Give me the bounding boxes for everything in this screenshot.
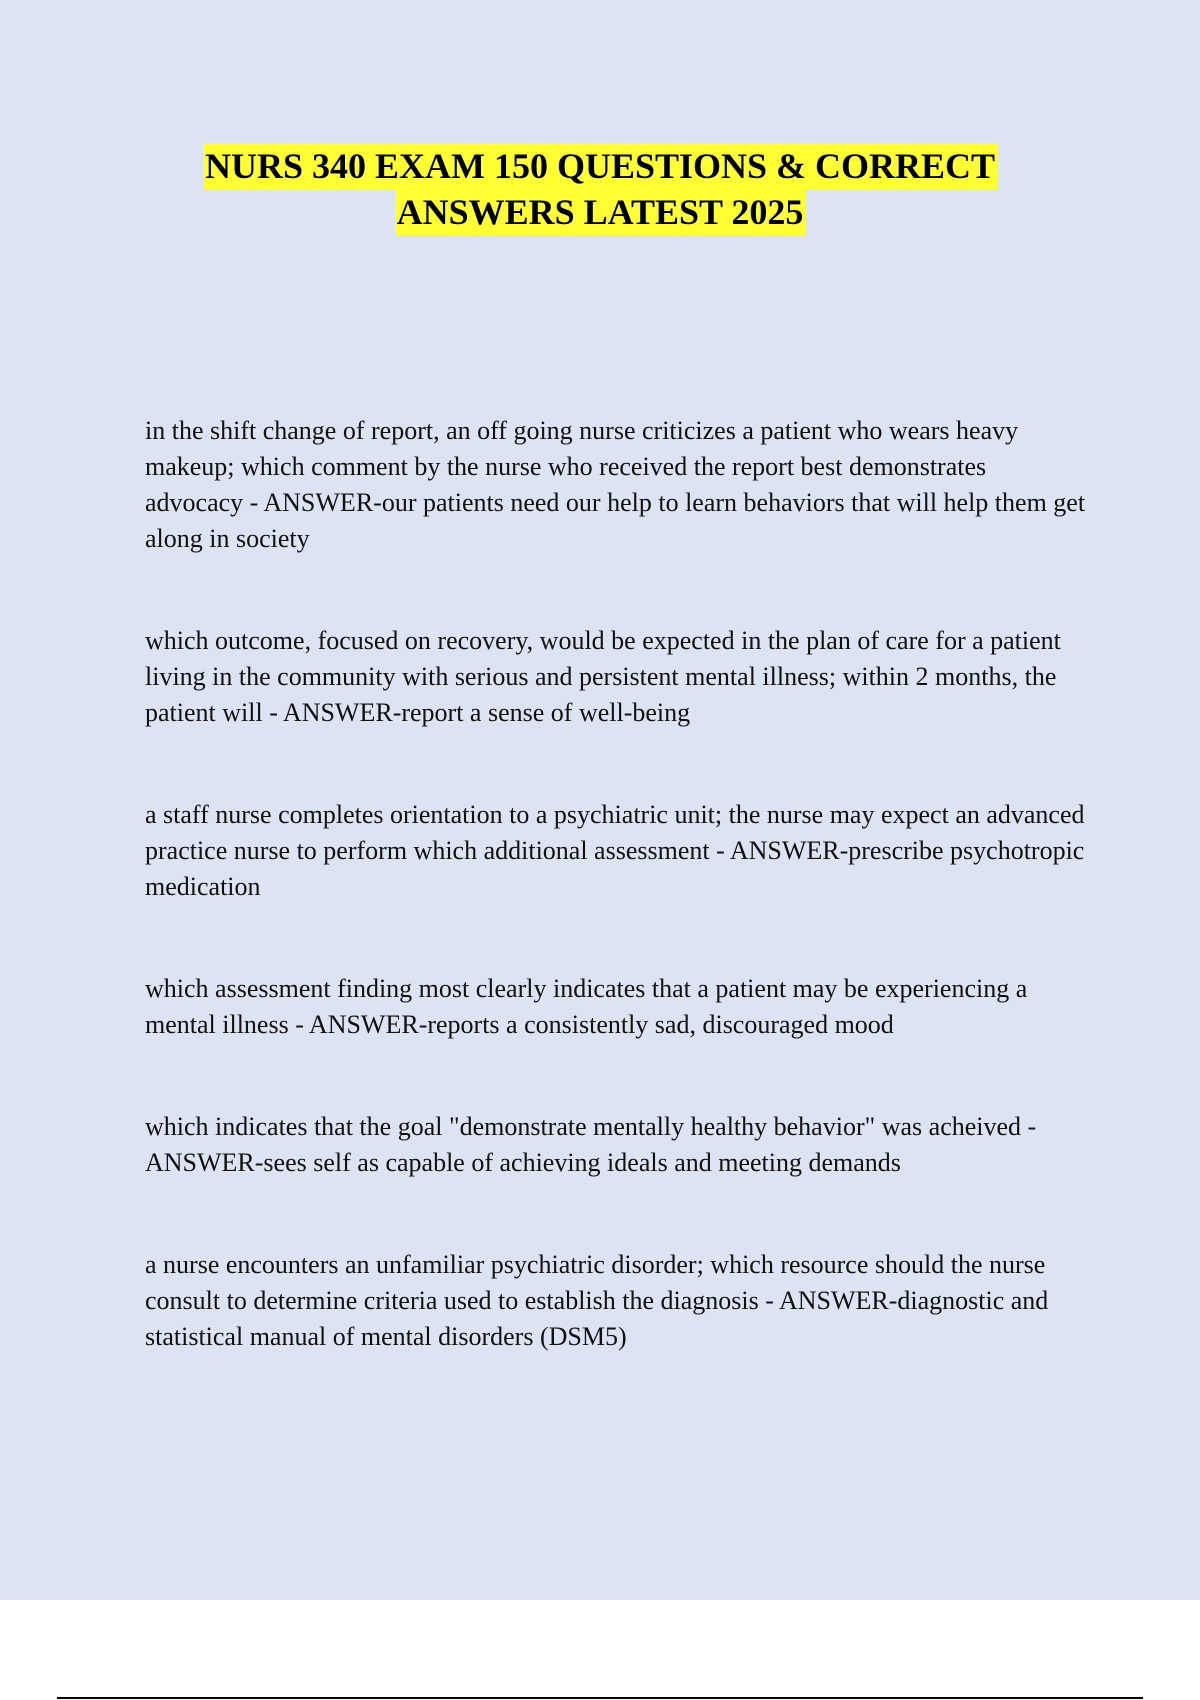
qa-item-3: a staff nurse completes orientation to a psychiatric unit; the nurse may expect an advanced practice nurse to perform which additional assessment - ANSWER-prescribe psychotropic medication [145,800,1085,901]
qa-item-2: which outcome, focused on recovery, would be expected in the plan of care for a patient living in the community with serious and persistent mental illness; within 2 months, the patient will - ANSWER-report a sense of well-being [145,626,1061,727]
qa-item-4: which assessment finding most clearly indicates that a patient may be experiencing a mental illness - ANSWER-reports a consistently sad, discouraged mood [145,974,1028,1039]
qa-item-6: a nurse encounters an unfamiliar psychiatric disorder; which resource should the nurse consult to determine criteria used to establish the diagnosis - ANSWER-diagnostic and statistical manual of mental disorders (DSM5) [145,1250,1049,1351]
footer-divider [57,1697,1143,1699]
title-line-1: NURS 340 EXAM 150 QUESTIONS & CORRECT [203,143,997,189]
qa-item-1: in the shift change of report, an off going nurse criticizes a patient who wears heavy makeup; which comment by the nurse who received the report best demonstrates advocacy - ANSWER-our patients need our help to learn behaviors that will help them get along in society [145,416,1086,553]
question-answer-list [145,413,1090,1355]
qa-item-5: which indicates that the goal "demonstrate mentally healthy behavior" was acheived - ANSWER-sees self as capable of achieving ideals and meeting demands [145,1112,1037,1177]
document-title [0,143,1200,235]
title-line-2: ANSWERS LATEST 2025 [395,189,806,235]
